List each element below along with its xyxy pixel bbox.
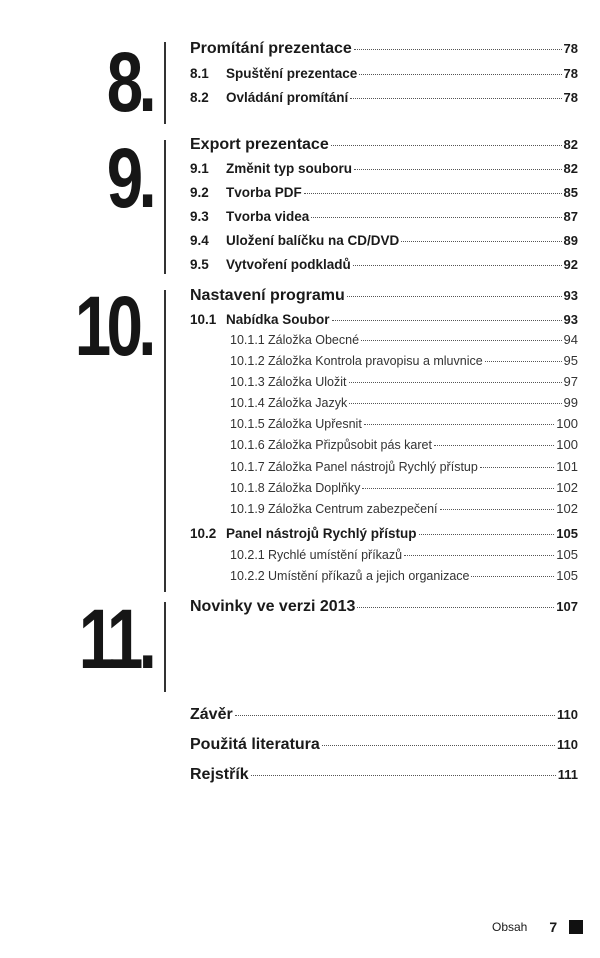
entry-page: 100 (556, 416, 578, 431)
chapter-entry (190, 287, 578, 305)
chapter-entry (190, 40, 578, 58)
dot-leader (434, 445, 554, 446)
dot-leader (357, 607, 554, 608)
section-entry (230, 374, 578, 389)
end-matter-entry (190, 736, 578, 754)
dot-leader (485, 361, 562, 362)
entry-title: Záložka Přizpůsobit pás karet (268, 438, 432, 452)
entry-page: 78 (563, 90, 578, 105)
section-entry (190, 185, 578, 200)
entry-number: 8.1 (190, 66, 209, 81)
chapter-number: 9. (106, 131, 152, 225)
entry-title: Tvorba videa (226, 209, 310, 224)
dot-leader (332, 320, 562, 321)
dot-leader (349, 382, 562, 383)
entry-page: 87 (563, 209, 578, 224)
entry-title: Promítání prezentace (190, 40, 352, 57)
entry-page: 93 (563, 288, 578, 303)
entry-title: Vytvoření podkladů (226, 257, 351, 272)
chapter-entry (190, 598, 578, 616)
chapter-divider (164, 42, 166, 124)
section-entry (230, 332, 578, 347)
entry-page: 99 (563, 395, 578, 410)
dot-leader (350, 98, 561, 99)
section-entry (190, 257, 578, 272)
section-entry (190, 526, 578, 541)
entry-title: Závěr (190, 706, 233, 723)
entry-page: 78 (563, 41, 578, 56)
entry-title: Novinky ve verzi 2013 (190, 598, 356, 615)
entry-number: 9.4 (190, 233, 209, 248)
entry-number: 10.1.3 (230, 375, 265, 389)
dot-leader (349, 403, 561, 404)
page-footer (492, 919, 583, 935)
dot-leader (322, 745, 555, 746)
entry-page: 82 (563, 161, 578, 176)
entry-number: 10.1.6 (230, 438, 265, 452)
entry-page: 94 (563, 332, 578, 347)
entry-number: 10.2.1 (230, 548, 265, 562)
entry-page: 111 (557, 767, 578, 782)
chapter-divider (164, 140, 166, 274)
dot-leader (311, 217, 561, 218)
entry-title: Export prezentace (190, 136, 329, 153)
dot-leader (304, 193, 562, 194)
section-entry (230, 568, 578, 583)
entry-page: 105 (556, 526, 578, 541)
entry-title: Záložka Panel nástrojů Rychlý přístup (268, 460, 478, 474)
dot-leader (440, 509, 555, 510)
entry-page: 102 (556, 501, 578, 516)
entry-page: 105 (556, 547, 578, 562)
dot-leader (354, 49, 562, 50)
entry-number: 10.1.5 (230, 417, 265, 431)
chapter-number: 11. (78, 592, 152, 686)
dot-leader (362, 488, 554, 489)
entry-number: 9.2 (190, 185, 209, 200)
entry-page: 110 (557, 707, 578, 722)
entry-title: Záložka Obecné (268, 333, 360, 347)
entry-title: Změnit typ souboru (226, 161, 352, 176)
dot-leader (235, 715, 555, 716)
entry-number: 10.1.8 (230, 481, 265, 495)
entry-title: Umístění příkazů a jejich organizace (268, 569, 470, 583)
entry-title: Rejstřík (190, 766, 249, 783)
dot-leader (331, 145, 562, 146)
entry-page: 92 (563, 257, 578, 272)
entry-page: 100 (556, 437, 578, 452)
entry-page: 101 (556, 459, 578, 474)
entry-title: Záložka Centrum zabezpečení (268, 502, 438, 516)
entry-title: Uložení balíčku na CD/DVD (226, 233, 400, 248)
entry-title: Rychlé umístění příkazů (268, 548, 403, 562)
entry-number: 10.2.2 (230, 569, 265, 583)
end-matter-entry (190, 706, 578, 724)
entry-page: 105 (556, 568, 578, 583)
entry-page: 82 (563, 137, 578, 152)
entry-title: Použitá literatura (190, 736, 320, 753)
section-entry (190, 161, 578, 176)
dot-leader (251, 775, 556, 776)
section-entry (230, 416, 578, 431)
section-entry (230, 459, 578, 474)
section-entry (230, 353, 578, 368)
section-entry (230, 480, 578, 495)
entry-page: 97 (563, 374, 578, 389)
dot-leader (364, 424, 555, 425)
dot-leader (347, 296, 562, 297)
entry-page: 102 (556, 480, 578, 495)
chapter-entry (190, 136, 578, 154)
entry-title: Panel nástrojů Rychlý přístup (226, 526, 417, 541)
entry-number: 10.1.7 (230, 460, 265, 474)
entry-number: 9.5 (190, 257, 209, 272)
entry-number: 10.1.4 (230, 396, 265, 410)
dot-leader (361, 340, 562, 341)
entry-number: 10.1 (190, 312, 217, 327)
section-entry (230, 501, 578, 516)
entry-page: 78 (563, 66, 578, 81)
entry-title: Záložka Jazyk (268, 396, 348, 410)
entry-page: 107 (556, 599, 578, 614)
entry-page: 89 (563, 233, 578, 248)
entry-title: Nastavení programu (190, 287, 345, 304)
section-entry (190, 66, 578, 81)
section-entry (190, 233, 578, 248)
end-matter-entry (190, 766, 578, 784)
section-entry (230, 547, 578, 562)
thumb-tab-marker (569, 920, 583, 934)
entry-title: Ovládání promítání (226, 90, 349, 105)
page-number: 7 (549, 919, 558, 935)
chapter-divider (164, 290, 166, 592)
entry-page: 93 (563, 312, 578, 327)
entry-page: 110 (557, 737, 578, 752)
dot-leader (359, 74, 561, 75)
entry-title: Nabídka Soubor (226, 312, 330, 327)
entry-number: 9.3 (190, 209, 209, 224)
dot-leader (401, 241, 561, 242)
entry-number: 10.1.1 (230, 333, 265, 347)
dot-leader (354, 169, 562, 170)
dot-leader (353, 265, 562, 266)
dot-leader (419, 534, 555, 535)
section-entry (190, 312, 578, 327)
dot-leader (471, 576, 554, 577)
entry-title: Tvorba PDF (226, 185, 302, 200)
entry-title: Záložka Kontrola pravopisu a mluvnice (268, 354, 483, 368)
section-entry (190, 209, 578, 224)
chapter-divider (164, 602, 166, 692)
dot-leader (480, 467, 554, 468)
entry-title: Záložka Upřesnit (268, 417, 362, 431)
section-entry (190, 90, 578, 105)
entry-number: 10.1.9 (230, 502, 265, 516)
entry-number: 10.2 (190, 526, 217, 541)
dot-leader (404, 555, 554, 556)
footer-label: Obsah (492, 920, 528, 934)
entry-number: 8.2 (190, 90, 209, 105)
chapter-number: 8. (106, 35, 152, 129)
section-entry (230, 395, 578, 410)
entry-page: 85 (563, 185, 578, 200)
section-entry (230, 437, 578, 452)
entry-title: Záložka Doplňky (268, 481, 361, 495)
entry-title: Záložka Uložit (268, 375, 347, 389)
entry-number: 10.1.2 (230, 354, 265, 368)
entry-number: 9.1 (190, 161, 209, 176)
entry-title: Spuštění prezentace (226, 66, 358, 81)
chapter-number: 10. (74, 279, 152, 373)
entry-page: 95 (563, 353, 578, 368)
